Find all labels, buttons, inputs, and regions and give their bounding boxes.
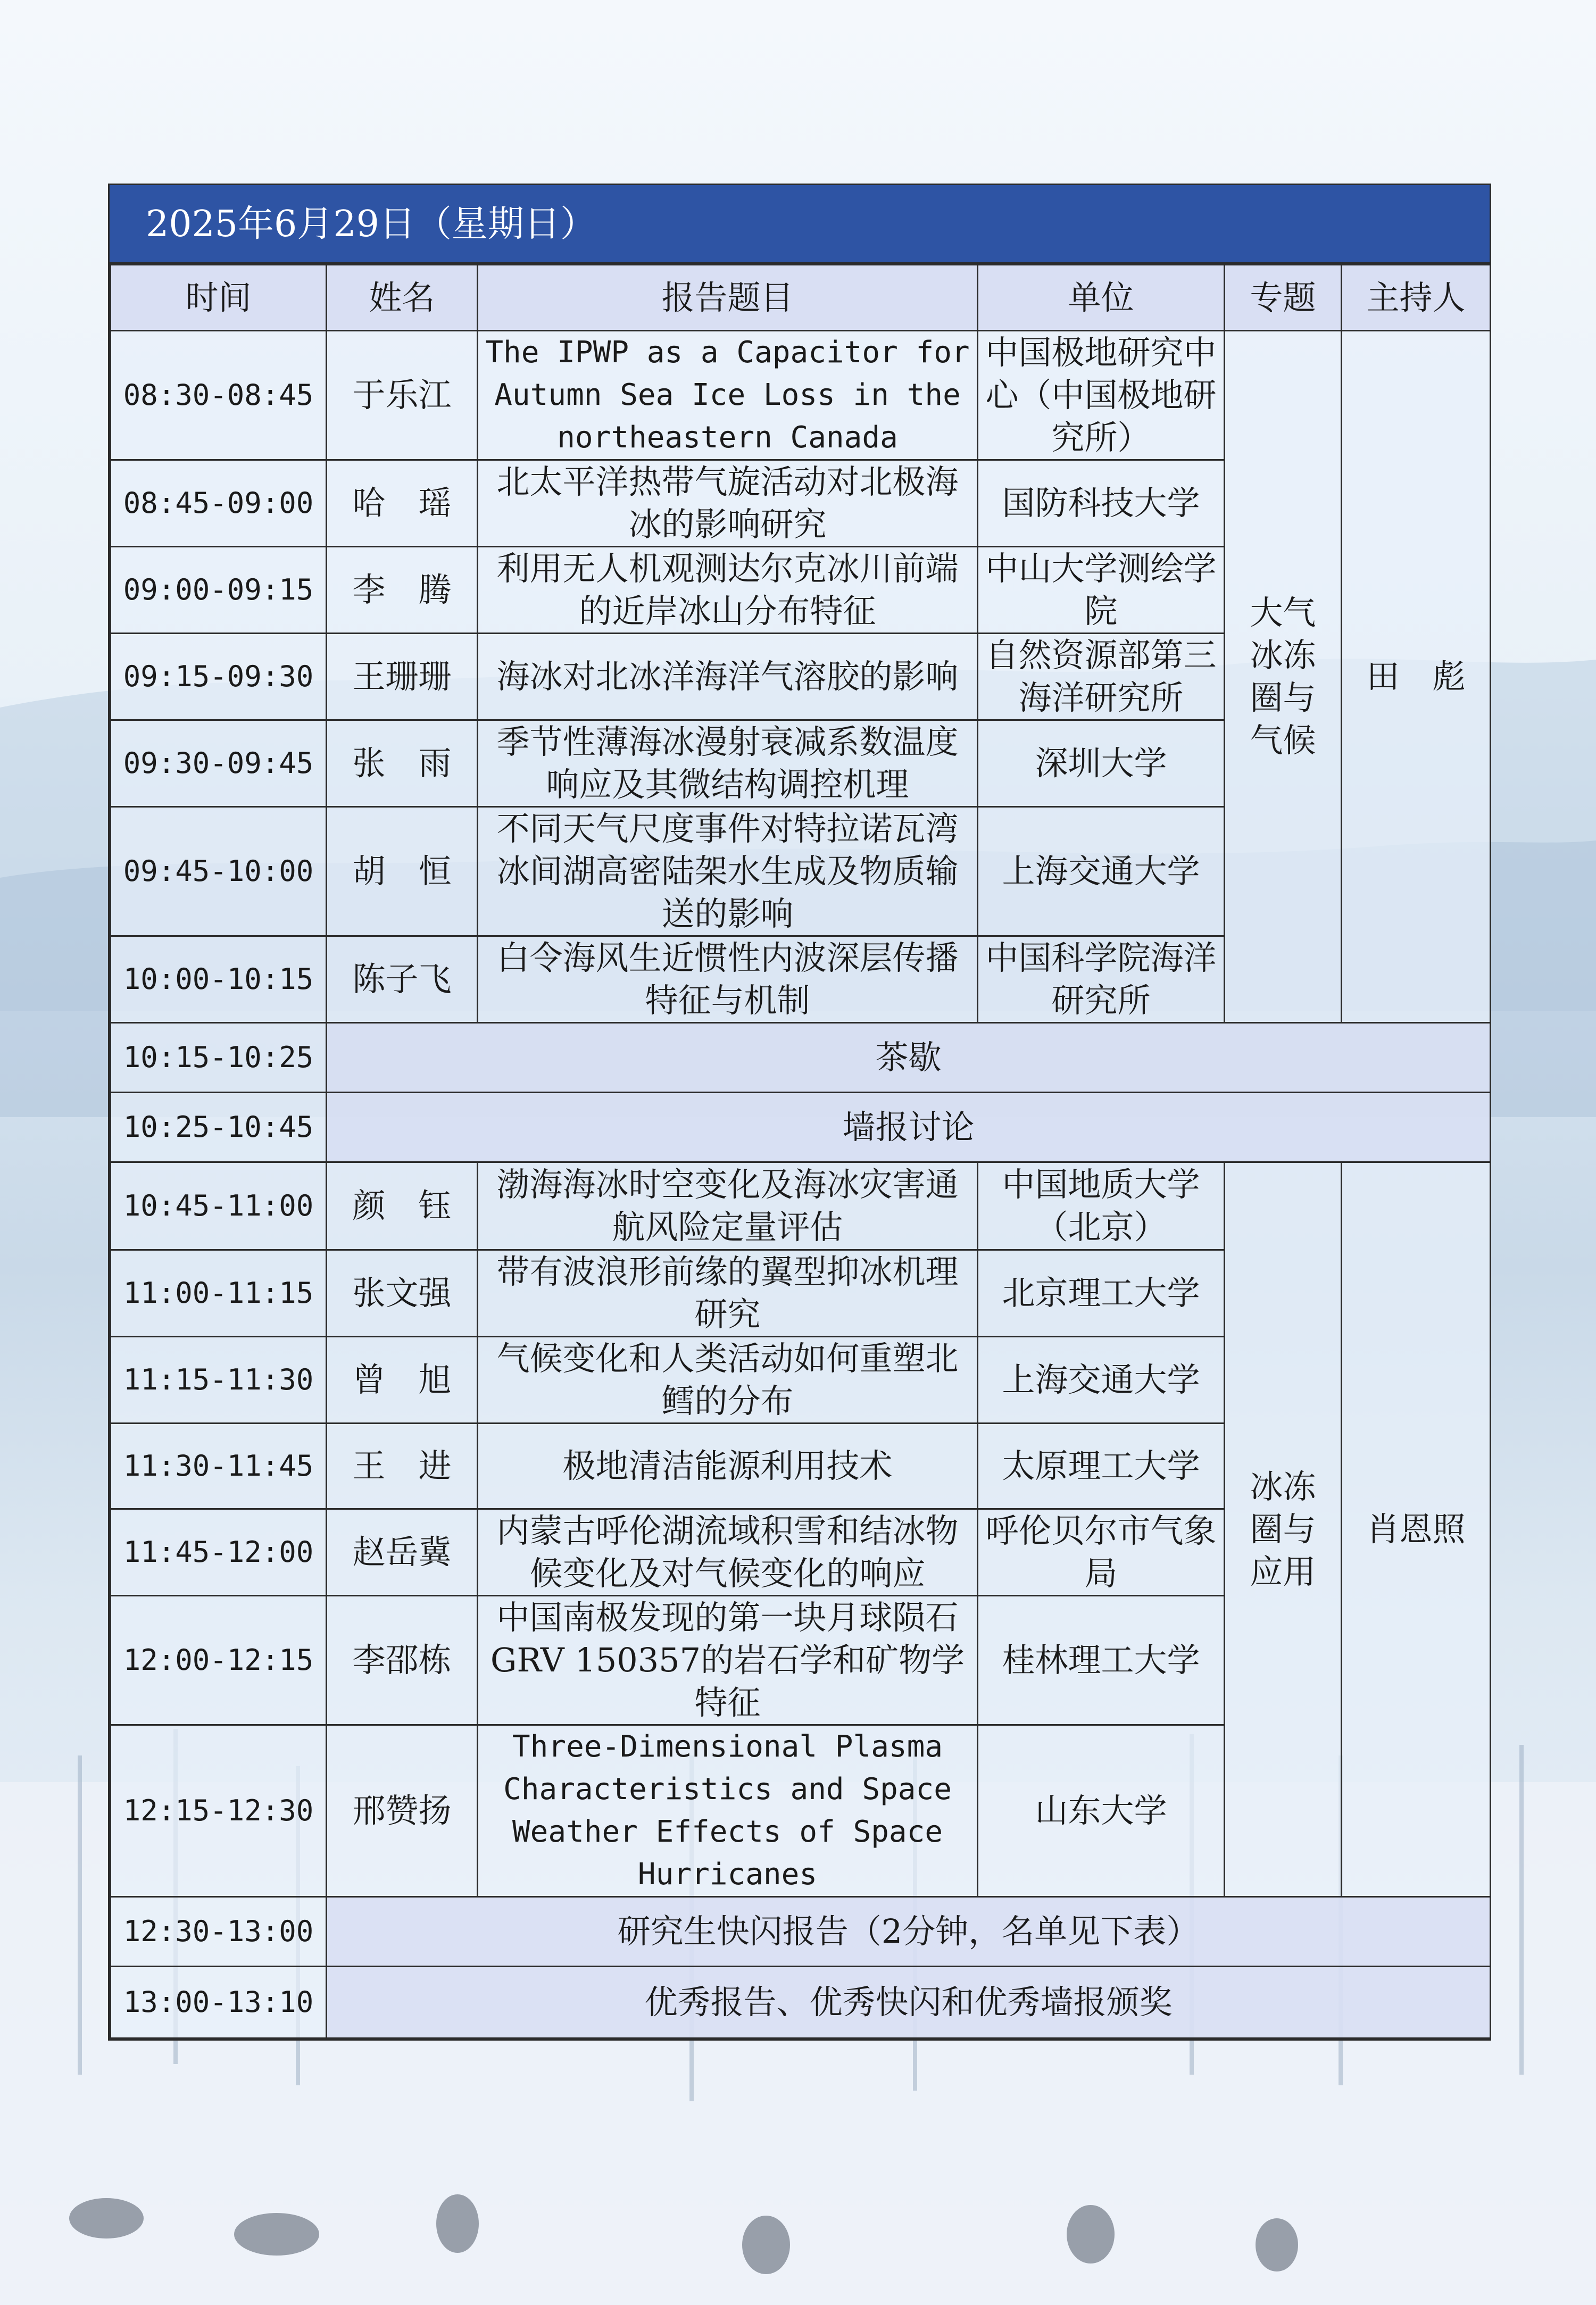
session-host: 肖恩照	[1342, 1162, 1491, 1897]
row-title: 季节性薄海冰漫射衰减系数温度响应及其微结构调控机理	[478, 720, 978, 807]
col-name-header: 姓名	[327, 265, 478, 331]
row-time: 11:00-11:15	[111, 1250, 327, 1337]
row-time: 11:45-12:00	[111, 1509, 327, 1596]
row-time: 08:45-09:00	[111, 460, 327, 547]
row-unit: 太原理工大学	[978, 1424, 1225, 1509]
row-title: 极地清洁能源利用技术	[478, 1424, 978, 1509]
row-speaker: 胡 恒	[327, 807, 478, 936]
row-speaker: 曾 旭	[327, 1337, 478, 1424]
table-row	[111, 331, 1491, 460]
row-speaker: 王 进	[327, 1424, 478, 1509]
row-unit: 自然资源部第三海洋研究所	[978, 634, 1225, 720]
row-time: 12:00-12:15	[111, 1596, 327, 1725]
row-time: 11:15-11:30	[111, 1337, 327, 1424]
closing-time: 13:00-13:10	[111, 1967, 327, 2038]
row-time: 10:45-11:00	[111, 1162, 327, 1250]
row-title: Three-Dimensional Plasma Characteristics and Space Weather Effects of Space Hurricanes	[478, 1725, 978, 1897]
col-topic-header: 专题	[1225, 265, 1342, 331]
break-label: 墙报讨论	[327, 1093, 1491, 1162]
row-unit: 国防科技大学	[978, 460, 1225, 547]
row-speaker: 哈 瑶	[327, 460, 478, 547]
row-speaker: 张文强	[327, 1250, 478, 1337]
row-speaker: 于乐江	[327, 331, 478, 460]
row-unit: 山东大学	[978, 1725, 1225, 1897]
closing-row	[111, 1897, 1491, 1967]
row-time: 09:00-09:15	[111, 547, 327, 634]
row-time: 11:30-11:45	[111, 1424, 327, 1509]
col-unit-header: 单位	[978, 265, 1225, 331]
header-row	[111, 265, 1491, 331]
row-unit: 北京理工大学	[978, 1250, 1225, 1337]
row-title: 白令海风生近惯性内波深层传播特征与机制	[478, 936, 978, 1023]
row-title: 海冰对北冰洋海洋气溶胶的影响	[478, 634, 978, 720]
closing-label: 研究生快闪报告（2分钟，名单见下表）	[327, 1897, 1491, 1967]
row-time: 10:00-10:15	[111, 936, 327, 1023]
row-unit: 中国科学院海洋研究所	[978, 936, 1225, 1023]
row-speaker: 陈子飞	[327, 936, 478, 1023]
session-host: 田 彪	[1342, 331, 1491, 1023]
row-title: 中国南极发现的第一块月球陨石GRV 150357的岩石学和矿物学特征	[478, 1596, 978, 1725]
row-title: 利用无人机观测达尔克冰川前端的近岸冰山分布特征	[478, 547, 978, 634]
row-speaker: 王珊珊	[327, 634, 478, 720]
col-host-header: 主持人	[1342, 265, 1491, 331]
row-unit: 中国地质大学（北京）	[978, 1162, 1225, 1250]
row-time: 09:45-10:00	[111, 807, 327, 936]
break-time: 10:15-10:25	[111, 1023, 327, 1093]
row-unit: 中国极地研究中心（中国极地研究所）	[978, 331, 1225, 460]
row-title: 不同天气尺度事件对特拉诺瓦湾冰间湖高密陆架水生成及物质输送的影响	[478, 807, 978, 936]
row-title: The IPWP as a Capacitor for Autumn Sea Ice Loss in the northeastern Canada	[478, 331, 978, 460]
row-unit: 深圳大学	[978, 720, 1225, 807]
break-row	[111, 1023, 1491, 1093]
row-unit: 桂林理工大学	[978, 1596, 1225, 1725]
row-title: 北太平洋热带气旋活动对北极海冰的影响研究	[478, 460, 978, 547]
session-topic: 冰冻 圈与 应用	[1225, 1162, 1342, 1897]
row-title: 气候变化和人类活动如何重塑北鳕的分布	[478, 1337, 978, 1424]
closing-row	[111, 1967, 1491, 2038]
row-unit: 呼伦贝尔市气象局	[978, 1509, 1225, 1596]
break-time: 10:25-10:45	[111, 1093, 327, 1162]
schedule-table	[110, 264, 1491, 2039]
row-title: 内蒙古呼伦湖流域积雪和结冰物候变化及对气候变化的响应	[478, 1509, 978, 1596]
row-time: 12:15-12:30	[111, 1725, 327, 1897]
col-time-header: 时间	[111, 265, 327, 331]
row-unit: 上海交通大学	[978, 1337, 1225, 1424]
row-speaker: 张 雨	[327, 720, 478, 807]
row-speaker: 李 腾	[327, 547, 478, 634]
col-title-header: 报告题目	[478, 265, 978, 331]
row-title: 渤海海冰时空变化及海冰灾害通航风险定量评估	[478, 1162, 978, 1250]
row-speaker: 李邵栋	[327, 1596, 478, 1725]
row-time: 09:30-09:45	[111, 720, 327, 807]
break-label: 茶歇	[327, 1023, 1491, 1093]
row-unit: 上海交通大学	[978, 807, 1225, 936]
row-speaker: 颜 钰	[327, 1162, 478, 1250]
break-row	[111, 1093, 1491, 1162]
schedule-table-container	[108, 184, 1491, 2041]
row-unit: 中山大学测绘学院	[978, 547, 1225, 634]
row-time: 09:15-09:30	[111, 634, 327, 720]
table-row	[111, 1162, 1491, 1250]
session-topic: 大气 冰冻 圈与 气候	[1225, 331, 1342, 1023]
row-time: 08:30-08:45	[111, 331, 327, 460]
row-speaker: 邢赞扬	[327, 1725, 478, 1897]
row-title: 带有波浪形前缘的翼型抑冰机理研究	[478, 1250, 978, 1337]
closing-time: 12:30-13:00	[111, 1897, 327, 1967]
closing-label: 优秀报告、优秀快闪和优秀墙报颁奖	[327, 1967, 1491, 2038]
row-speaker: 赵岳冀	[327, 1509, 478, 1596]
date-header: 2025年6月29日（星期日）	[110, 185, 1490, 264]
